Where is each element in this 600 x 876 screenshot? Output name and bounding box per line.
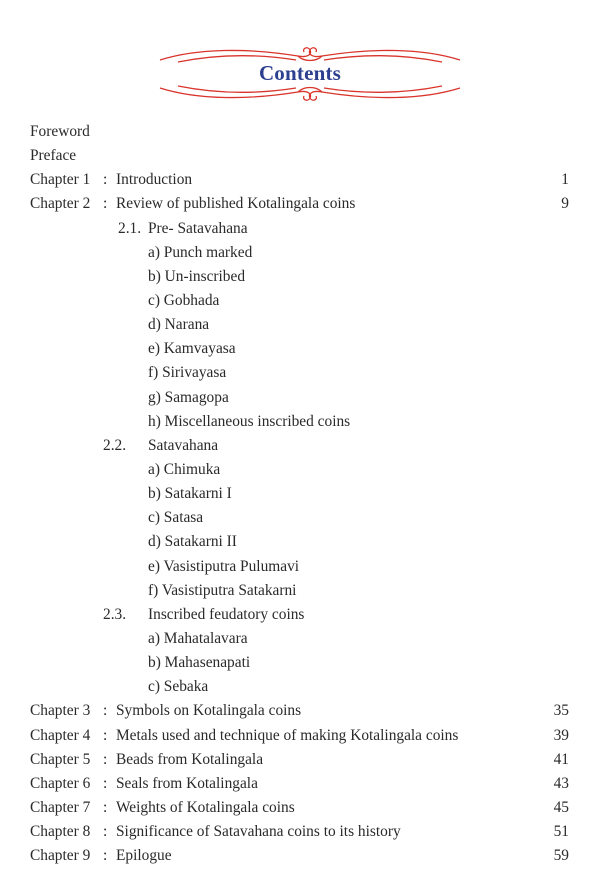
subitem-label: d) Satakarni II <box>148 533 237 551</box>
separator-colon: : <box>103 702 108 720</box>
toc-row-chapter-4[interactable] <box>0 724 600 748</box>
section-number: 2.3. <box>103 605 127 623</box>
section-title: Inscribed feudatory coins <box>148 605 305 623</box>
separator-colon: : <box>103 774 108 792</box>
page-number: 45 <box>553 798 569 816</box>
toc-subitem[interactable] <box>0 410 600 434</box>
toc-row-chapter-8[interactable] <box>0 820 600 844</box>
toc-section-2-2[interactable] <box>0 434 600 458</box>
page-number: 59 <box>553 847 569 865</box>
bottom-flourish-ornament <box>158 82 462 106</box>
subitem-label: c) Satasa <box>148 509 204 527</box>
toc-row-chapter-6[interactable] <box>0 772 600 796</box>
chapter-label: Chapter 5 <box>30 750 91 768</box>
page-number: 51 <box>553 823 569 841</box>
chapter-title: Seals from Kotalingala <box>116 774 258 792</box>
chapter-label: Chapter 6 <box>30 774 91 792</box>
toc-subitem[interactable] <box>0 675 600 699</box>
toc-subitem[interactable] <box>0 289 600 313</box>
subitem-label: a) Mahatalavara <box>148 629 248 647</box>
separator-colon: : <box>103 847 108 865</box>
subitem-label: a) Chimuka <box>148 460 221 478</box>
toc-row-preface[interactable] <box>0 144 600 168</box>
chapter-label: Chapter 2 <box>30 195 91 213</box>
chapter-title: Introduction <box>116 171 193 189</box>
subitem-label: e) Vasistiputra Pulumavi <box>148 557 300 575</box>
chapter-label: Chapter 8 <box>30 823 91 841</box>
subitem-label: c) Sebaka <box>148 678 209 696</box>
toc-section-2-1[interactable] <box>0 217 600 241</box>
page-number: 35 <box>553 702 569 720</box>
page-number: 1 <box>561 171 569 189</box>
contents-header <box>0 36 600 112</box>
chapter-label: Chapter 3 <box>30 702 91 720</box>
toc-subitem[interactable] <box>0 555 600 579</box>
section-number: 2.2. <box>103 436 127 454</box>
subitem-label: b) Mahasenapati <box>148 654 251 672</box>
front-matter-label: Foreword <box>30 123 90 140</box>
chapter-title: Metals used and technique of making Kotalingala coins <box>116 726 459 744</box>
subitem-label: b) Satakarni I <box>148 485 232 503</box>
chapter-label: Chapter 7 <box>30 798 91 816</box>
chapter-title: Beads from Kotalingala <box>116 750 264 768</box>
toc-subitem[interactable] <box>0 651 600 675</box>
chapter-title: Review of published Kotalingala coins <box>116 195 356 213</box>
toc-subitem[interactable] <box>0 361 600 385</box>
subitem-label: d) Narana <box>148 316 210 334</box>
section-title: Pre- Satavahana <box>148 219 248 237</box>
section-title: Satavahana <box>148 436 219 454</box>
chapter-title: Epilogue <box>116 847 172 865</box>
toc-subitem[interactable] <box>0 458 600 482</box>
toc-subitem[interactable] <box>0 506 600 530</box>
chapter-label: Chapter 4 <box>30 726 91 744</box>
page-title: Contents <box>258 61 342 85</box>
toc-row-chapter-7[interactable] <box>0 796 600 820</box>
separator-colon: : <box>103 750 108 768</box>
toc-row-chapter-2[interactable] <box>0 192 600 216</box>
separator-colon: : <box>103 798 108 816</box>
subitem-label: e) Kamvayasa <box>148 340 236 358</box>
subitem-label: f) Sirivayasa <box>148 364 227 382</box>
separator-colon: : <box>103 823 108 841</box>
separator-colon: : <box>103 171 108 189</box>
subitem-label: h) Miscellaneous inscribed coins <box>148 412 351 430</box>
toc-subitem[interactable] <box>0 386 600 410</box>
subitem-label: c) Gobhada <box>148 291 220 309</box>
subitem-label: a) Punch marked <box>148 243 253 261</box>
toc-subitem[interactable] <box>0 337 600 361</box>
toc-row-foreword[interactable] <box>0 120 600 144</box>
toc-row-chapter-1[interactable] <box>0 168 600 192</box>
page-number: 9 <box>561 195 569 213</box>
front-matter-label: Preface <box>30 147 77 165</box>
toc-subitem[interactable] <box>0 241 600 265</box>
toc-row-chapter-3[interactable] <box>0 699 600 723</box>
separator-colon: : <box>103 726 108 744</box>
subitem-label: b) Un-inscribed <box>148 267 246 285</box>
chapter-label: Chapter 9 <box>30 847 91 865</box>
page-number: 41 <box>553 750 569 768</box>
section-number: 2.1. <box>118 219 142 237</box>
subitem-label: g) Samagopa <box>148 388 229 406</box>
toc-subitem[interactable] <box>0 313 600 337</box>
separator-colon: : <box>103 195 108 213</box>
toc-subitem[interactable] <box>0 627 600 651</box>
chapter-title: Weights of Kotalingala coins <box>116 798 295 816</box>
toc-section-2-3[interactable] <box>0 603 600 627</box>
subitem-label: f) Vasistiputra Satakarni <box>148 581 297 599</box>
toc-row-chapter-9[interactable] <box>0 844 600 868</box>
toc-subitem[interactable] <box>0 530 600 554</box>
chapter-label: Chapter 1 <box>30 171 91 189</box>
page-number: 43 <box>553 774 569 792</box>
toc-subitem[interactable] <box>0 265 600 289</box>
chapter-title: Symbols on Kotalingala coins <box>116 702 302 720</box>
chapter-title: Significance of Satavahana coins to its history <box>116 823 401 841</box>
page-number: 39 <box>553 726 569 744</box>
toc-subitem[interactable] <box>0 482 600 506</box>
toc-subitem[interactable] <box>0 579 600 603</box>
table-of-contents <box>0 120 600 868</box>
toc-row-chapter-5[interactable] <box>0 748 600 772</box>
